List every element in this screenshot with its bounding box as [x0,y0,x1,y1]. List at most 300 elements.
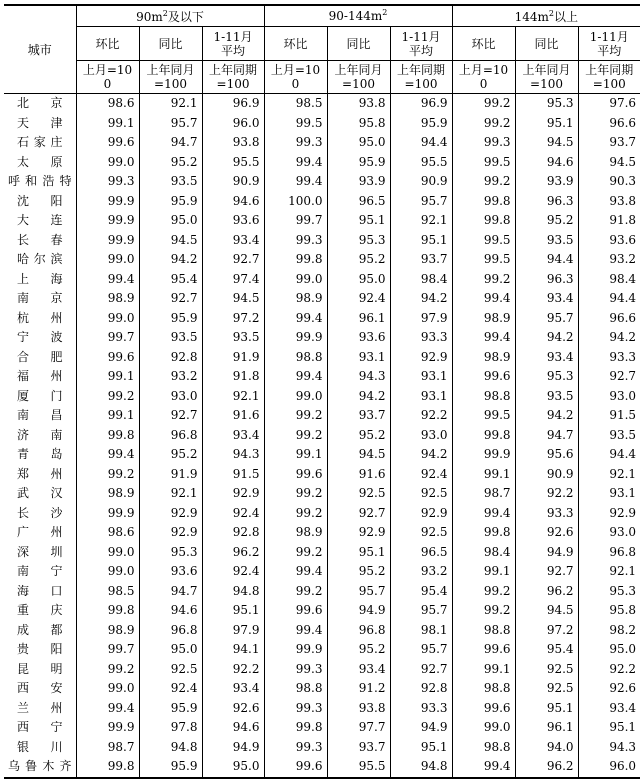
index-value: 97.4 [202,270,264,290]
table-row [4,133,640,153]
index-value: 98.9 [264,523,327,543]
index-value: 94.7 [515,426,578,446]
index-value: 92.4 [390,465,452,485]
index-value: 94.3 [578,738,640,758]
index-value: 99.4 [452,757,515,778]
index-value: 95.1 [515,114,578,134]
table-row [4,309,640,329]
index-value: 92.8 [139,348,202,368]
index-value: 99.5 [264,114,327,134]
group-header-90-144: $90-144m^2$ [264,5,452,27]
index-value: 93.1 [390,387,452,407]
city-name: 厦门 [17,388,63,403]
index-value: 93.6 [327,328,390,348]
index-value: 93.5 [139,172,202,192]
index-value: 99.0 [76,250,139,270]
index-value: 92.1 [578,465,640,485]
index-value: 99.5 [452,153,515,173]
index-value: 94.9 [327,601,390,621]
subheader-cell: 1-11月平均 [578,27,640,61]
index-value: 99.0 [76,543,139,563]
index-value: 99.4 [264,562,327,582]
index-value: 92.5 [327,484,390,504]
index-value: 92.5 [139,660,202,680]
index-value: 92.1 [390,211,452,231]
city-name: 太原 [17,154,63,169]
city-name: 南京 [17,291,63,306]
city-name: 宁波 [17,330,63,345]
index-value: 91.5 [578,406,640,426]
index-value: 93.3 [390,699,452,719]
index-value: 99.2 [452,114,515,134]
index-value: 96.6 [578,309,640,329]
index-value: 92.9 [327,523,390,543]
index-value: 98.5 [264,94,327,114]
table-row [4,484,640,504]
city-name: 南宁 [17,564,63,579]
index-value: 93.4 [578,699,640,719]
index-value: 99.9 [452,445,515,465]
index-value: 95.3 [327,231,390,251]
index-value: 92.5 [390,484,452,504]
city-name: 西安 [17,681,63,696]
index-value: 95.2 [139,153,202,173]
index-value: 99.3 [264,699,327,719]
index-value: 92.7 [202,250,264,270]
index-value: 95.4 [390,582,452,602]
table-row [4,504,640,524]
index-value: 99.4 [264,621,327,641]
table-row [4,153,640,173]
index-value: 95.9 [139,192,202,212]
city-name: 兰州 [17,700,63,715]
base-cell: 上年同月=100 [139,61,202,94]
index-value: 90.9 [515,465,578,485]
index-value: 95.9 [139,699,202,719]
index-value: 99.8 [264,718,327,738]
index-value: 95.1 [578,718,640,738]
index-value: 93.5 [139,328,202,348]
index-value: 99.4 [76,445,139,465]
city-name: 呼和浩特 [8,174,72,189]
index-value: 98.9 [76,484,139,504]
index-value: 95.7 [390,640,452,660]
table-row [4,660,640,680]
index-value: 93.9 [515,172,578,192]
subheader-cell: 1-11月平均 [390,27,452,61]
index-value: 91.9 [202,348,264,368]
index-value: 99.6 [264,465,327,485]
index-value: 98.6 [76,523,139,543]
index-value: 93.4 [515,348,578,368]
table-row [4,348,640,368]
index-value: 95.1 [515,699,578,719]
city-name: 合肥 [17,349,63,364]
city-name: 南昌 [17,408,63,423]
index-value: 96.6 [578,114,640,134]
index-value: 91.2 [327,679,390,699]
index-value: 98.9 [452,348,515,368]
index-value: 99.2 [264,406,327,426]
index-value: 93.0 [390,426,452,446]
index-value: 93.5 [515,231,578,251]
index-value: 99.3 [264,231,327,251]
index-value: 99.5 [452,250,515,270]
index-value: 97.8 [139,718,202,738]
index-value: 99.0 [76,679,139,699]
index-value: 94.8 [202,582,264,602]
index-value: 92.2 [578,660,640,680]
index-value: 92.1 [139,94,202,114]
index-value: 99.3 [264,660,327,680]
index-value: 99.4 [76,699,139,719]
index-value: 98.8 [452,387,515,407]
index-value: 94.5 [515,133,578,153]
index-value: 92.9 [390,504,452,524]
table-row [4,582,640,602]
index-value: 95.0 [327,133,390,153]
index-value: 97.7 [327,718,390,738]
index-value: 98.9 [264,289,327,309]
index-value: 95.8 [578,601,640,621]
table-row [4,523,640,543]
index-value: 92.4 [202,562,264,582]
subheader-row [4,27,640,61]
index-value: 95.9 [139,309,202,329]
index-value: 96.9 [202,94,264,114]
index-value: 99.2 [264,426,327,446]
table-row [4,328,640,348]
table-row [4,114,640,134]
index-value: 92.6 [515,523,578,543]
index-value: 94.2 [327,387,390,407]
index-value: 95.0 [327,270,390,290]
index-value: 99.2 [452,270,515,290]
index-value: 99.2 [452,601,515,621]
table-row [4,445,640,465]
city-name: 武汉 [17,486,63,501]
table-row [4,367,640,387]
index-value: 92.7 [515,562,578,582]
index-value: 99.3 [452,133,515,153]
city-name: 银川 [17,739,63,754]
index-value: 94.2 [578,328,640,348]
index-value: 93.3 [390,328,452,348]
index-value: 95.7 [139,114,202,134]
index-value: 98.9 [452,309,515,329]
table-row [4,387,640,407]
index-value: 95.2 [515,211,578,231]
index-value: 95.1 [390,231,452,251]
index-value: 95.0 [578,640,640,660]
subheader-cell: 环比 [76,27,139,61]
index-value: 96.8 [139,621,202,641]
index-value: 99.7 [76,328,139,348]
table-row [4,640,640,660]
index-value: 99.2 [264,582,327,602]
table-row [4,738,640,758]
city-name: 成都 [17,622,63,637]
index-value: 99.3 [264,738,327,758]
index-value: 91.6 [202,406,264,426]
index-value: 98.9 [76,289,139,309]
index-value: 96.5 [390,543,452,563]
index-value: 92.7 [578,367,640,387]
index-value: 95.3 [515,367,578,387]
index-value: 95.9 [139,757,202,778]
index-value: 95.2 [139,445,202,465]
index-value: 99.1 [76,406,139,426]
index-value: 91.9 [139,465,202,485]
index-value: 96.0 [578,757,640,778]
city-name: 长沙 [17,505,63,520]
index-value: 96.1 [327,309,390,329]
index-value: 99.4 [76,270,139,290]
price-index-table [4,4,640,779]
index-value: 98.2 [578,621,640,641]
index-value: 93.4 [327,660,390,680]
index-value: 93.6 [202,211,264,231]
index-value: 99.8 [264,250,327,270]
index-value: 99.5 [452,231,515,251]
index-value: 95.1 [202,601,264,621]
city-name: 贵阳 [17,642,63,657]
index-value: 92.2 [515,484,578,504]
index-value: 99.2 [76,465,139,485]
city-name: 广州 [17,525,63,540]
table-row [4,94,640,114]
index-value: 93.4 [202,679,264,699]
base-cell: 上年同期=100 [578,61,640,94]
index-value: 99.4 [264,172,327,192]
index-value: 96.2 [515,582,578,602]
index-value: 95.7 [515,309,578,329]
index-value: 99.5 [452,406,515,426]
index-value: 93.6 [578,231,640,251]
city-name: 杭州 [17,310,63,325]
subheader-cell: 环比 [264,27,327,61]
index-value: 98.4 [390,270,452,290]
index-value: 95.4 [515,640,578,660]
index-value: 98.8 [452,738,515,758]
index-value: 96.1 [515,718,578,738]
index-value: 99.6 [452,640,515,660]
index-value: 92.6 [202,699,264,719]
index-value: 94.8 [139,738,202,758]
index-value: 93.1 [390,367,452,387]
base-cell: 上月=100 [76,61,139,94]
index-value: 95.3 [139,543,202,563]
city-name: 哈尔滨 [17,252,63,267]
index-value: 99.8 [76,426,139,446]
index-value: 91.6 [327,465,390,485]
index-value: 95.2 [327,426,390,446]
index-value: 99.9 [76,718,139,738]
index-value: 92.7 [327,504,390,524]
index-value: 94.3 [327,367,390,387]
table-row [4,289,640,309]
index-value: 92.8 [390,679,452,699]
index-value: 93.8 [327,699,390,719]
index-value: 92.2 [390,406,452,426]
index-value: 100.0 [264,192,327,212]
city-name: 天津 [17,115,63,130]
index-value: 94.3 [202,445,264,465]
index-value: 96.5 [327,192,390,212]
index-value: 95.9 [390,114,452,134]
index-value: 99.6 [76,348,139,368]
index-value: 91.8 [578,211,640,231]
index-value: 93.5 [578,426,640,446]
index-value: 97.9 [202,621,264,641]
index-value: 98.8 [452,679,515,699]
base-cell: 上年同期=100 [202,61,264,94]
index-value: 97.2 [202,309,264,329]
table-row [4,562,640,582]
index-value: 93.4 [202,426,264,446]
index-value: 92.8 [202,523,264,543]
index-value: 96.3 [515,270,578,290]
index-value: 95.5 [390,153,452,173]
index-value: 92.4 [327,289,390,309]
index-value: 99.2 [76,660,139,680]
index-value: 99.3 [264,133,327,153]
subheader-cell: 环比 [452,27,515,61]
index-value: 94.5 [139,231,202,251]
city-name: 昆明 [17,661,63,676]
index-value: 90.9 [202,172,264,192]
table-row [4,465,640,485]
index-value: 99.6 [452,699,515,719]
index-value: 94.6 [202,718,264,738]
index-value: 99.9 [76,211,139,231]
index-value: 93.0 [139,387,202,407]
index-value: 95.1 [327,211,390,231]
index-value: 94.2 [390,289,452,309]
index-value: 98.4 [578,270,640,290]
index-value: 99.0 [264,270,327,290]
index-value: 95.1 [327,543,390,563]
city-name: 青岛 [17,447,63,462]
index-value: 91.5 [202,465,264,485]
index-value: 94.2 [139,250,202,270]
index-value: 93.7 [327,406,390,426]
index-value: 94.9 [202,738,264,758]
index-value: 93.2 [390,562,452,582]
base-cell: 上月=100 [452,61,515,94]
subheader-cell: 同比 [327,27,390,61]
index-value: 93.0 [578,523,640,543]
index-value: 95.0 [139,640,202,660]
index-value: 92.1 [139,484,202,504]
index-value: 95.9 [327,153,390,173]
table-row [4,757,640,778]
group-header-144-above: $144m^2$以上 [452,5,640,27]
index-value: 99.0 [452,718,515,738]
city-name: 石家庄 [17,135,63,150]
index-value: 93.5 [202,328,264,348]
city-name: 福州 [17,369,63,384]
index-value: 92.9 [202,484,264,504]
index-value: 99.2 [264,484,327,504]
table-row [4,621,640,641]
index-value: 94.4 [578,289,640,309]
index-value: 95.7 [390,192,452,212]
index-value: 94.5 [578,153,640,173]
index-value: 99.7 [264,211,327,231]
index-value: 94.2 [390,445,452,465]
subheader-cell: 1-11月平均 [202,27,264,61]
index-value: 98.8 [264,679,327,699]
index-value: 97.6 [578,94,640,114]
index-value: 99.1 [452,562,515,582]
index-value: 98.5 [76,582,139,602]
table-row [4,679,640,699]
index-value: 99.2 [452,172,515,192]
table-row [4,270,640,290]
index-value: 96.9 [390,94,452,114]
index-value: 99.2 [264,504,327,524]
index-value: 90.9 [390,172,452,192]
index-value: 95.2 [327,250,390,270]
table-row [4,426,640,446]
city-name: 大连 [17,213,63,228]
index-value: 98.4 [452,543,515,563]
index-value: 99.9 [76,504,139,524]
index-value: 93.8 [578,192,640,212]
index-value: 99.4 [264,309,327,329]
city-name: 济南 [17,427,63,442]
index-value: 96.0 [202,114,264,134]
table-row [4,543,640,563]
index-value: 93.3 [578,348,640,368]
index-value: 94.5 [327,445,390,465]
index-value: 94.0 [515,738,578,758]
index-value: 94.1 [202,640,264,660]
index-value: 99.7 [76,640,139,660]
index-value: 93.8 [327,94,390,114]
index-value: 96.3 [515,192,578,212]
base-cell: 上年同月=100 [327,61,390,94]
index-value: 99.1 [76,114,139,134]
index-value: 96.8 [578,543,640,563]
index-value: 99.9 [264,328,327,348]
subheader-cell: 同比 [515,27,578,61]
index-value: 99.4 [452,504,515,524]
index-value: 94.5 [515,601,578,621]
table-row [4,172,640,192]
index-value: 93.1 [578,484,640,504]
index-value: 95.0 [202,757,264,778]
index-value: 92.5 [515,660,578,680]
table-row [4,699,640,719]
index-value: 92.7 [390,660,452,680]
index-value: 99.3 [76,172,139,192]
table-row [4,601,640,621]
table-row [4,231,640,251]
index-value: 95.8 [327,114,390,134]
table-row [4,718,640,738]
index-value: 94.7 [139,133,202,153]
index-value: 94.2 [515,406,578,426]
table-row [4,406,640,426]
index-value: 99.2 [76,387,139,407]
index-value: 92.9 [578,504,640,524]
index-value: 94.8 [390,757,452,778]
index-value: 92.6 [578,679,640,699]
table-row [4,192,640,212]
index-value: 92.7 [139,289,202,309]
